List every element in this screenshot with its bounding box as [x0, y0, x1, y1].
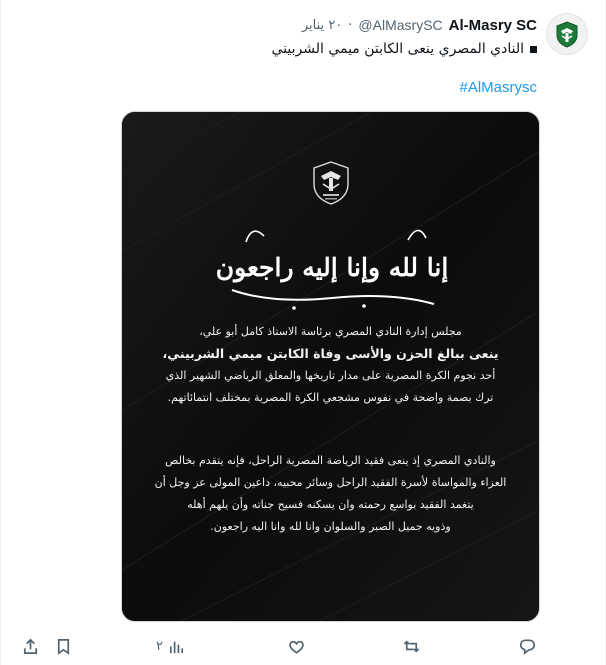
tweet-date[interactable]: ٢٠ يناير [301, 17, 343, 33]
views-button[interactable] [156, 634, 186, 658]
tweet-action-bar [1, 632, 606, 660]
black-square-icon [530, 46, 537, 53]
separator-dot: · [348, 17, 353, 33]
club-crest-icon [552, 19, 582, 49]
paragraph-line: يتغمد الفقيد بواسع رحمته وان يسكنه فسيح جناته وأن يلهم أهله [187, 498, 474, 511]
retweet-button[interactable] [402, 634, 421, 658]
paragraph-line: مجلس إدارة النادي المصري برئاسة الاستاذ كامل أبو علي، [199, 325, 462, 338]
reply-button[interactable] [518, 634, 537, 658]
calligraphy-text: إنا لله وإنا إليه راجعون [215, 253, 449, 282]
tweet-media-image[interactable] [121, 111, 540, 622]
calligraphy-artwork [212, 212, 452, 317]
paragraph-line: والنادي المصري إذ ينعى فقيد الرياضة المصرية الراحل، فإنه يتقدم بخالص [165, 454, 496, 467]
announcement-paragraph-1 [144, 321, 517, 409]
views-icon [167, 637, 186, 656]
paragraph-line: أحد نجوم الكرة المصرية على مدار تاريخها والمعلق الرياضي الشهير الذي [165, 369, 496, 382]
tweet-header [302, 14, 537, 36]
club-logo-icon [310, 160, 352, 206]
avatar[interactable] [546, 13, 588, 55]
bookmark-icon [54, 637, 73, 656]
views-count: ٢ [156, 638, 163, 654]
hashtag-link[interactable]: #AlMasrysc [459, 79, 537, 96]
tweet-text [271, 38, 537, 60]
retweet-icon [402, 637, 421, 656]
tweet-text-content: النادي المصري ينعى الكابتن ميمي الشربيني [271, 41, 524, 57]
paragraph-line-emphasis: ينعى ببالغ الحزن والأسى وفاة الكابتن ميمي الشربيني، [162, 346, 499, 361]
paragraph-line: العزاء والمواساة لأسرة الفقيد الراحل وسائر محبيه، داعين المولى عز وجل أن [154, 476, 507, 489]
reply-icon [518, 637, 537, 656]
share-button[interactable] [21, 634, 40, 658]
share-icon [21, 637, 40, 656]
like-icon [287, 637, 306, 656]
user-display-name[interactable]: Al-Masry SC [448, 16, 537, 34]
user-handle[interactable]: @AlMasrySC [358, 17, 443, 33]
paragraph-line: وذويه جميل الصبر والسلوان وانا لله وانا اليه راجعون. [210, 520, 451, 533]
paragraph-line: ترك بصمة واضحة في نفوس مشجعي الكرة المصرية بمختلف انتمائاتهم. [167, 391, 494, 404]
announcement-paragraph-2 [144, 450, 517, 538]
like-button[interactable] [287, 634, 306, 658]
bookmark-button[interactable] [54, 634, 73, 658]
